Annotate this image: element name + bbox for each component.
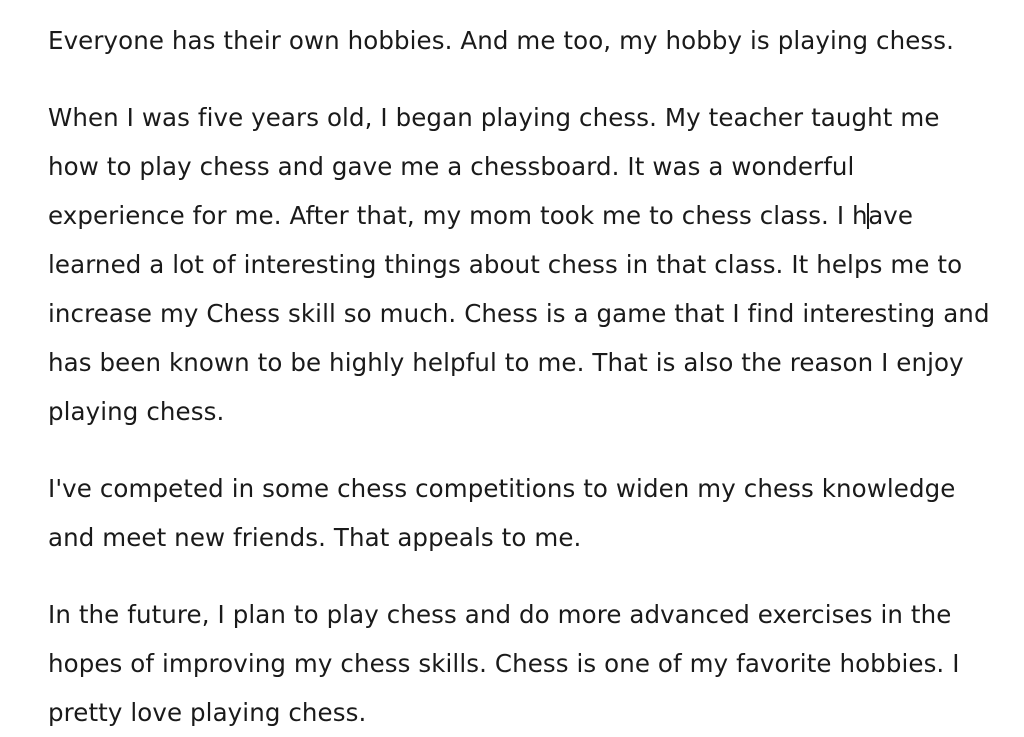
paragraph-2-text-after-caret: ave learned a lot of interesting things about chess in that class. It helps me to increase my Chess skill so much. Chess is a game that I find interesting and has been known to be highly helpful to me. That is also the reason I enjoy playing chess. [48,201,990,426]
paragraph-2-text-before-caret: When I was five years old, I began playing chess. My teacher taught me how to play chess and gave me a chessboard. It was a wonderful experience for me. After that, my mom took me to chess class. I h [48,103,940,230]
paragraph-4: In the future, I plan to play chess and do more advanced exercises in the hopes of improving my chess skills. Chess is one of my favorite hobbies. I pretty love playing chess. [48,600,960,727]
paragraph-2 [48,93,994,436]
paragraph-1: Everyone has their own hobbies. And me too, my hobby is playing chess. [48,26,955,55]
paragraph-3: I've competed in some chess competitions to widen my chess knowledge and meet new friends. That appeals to me. [48,474,956,552]
